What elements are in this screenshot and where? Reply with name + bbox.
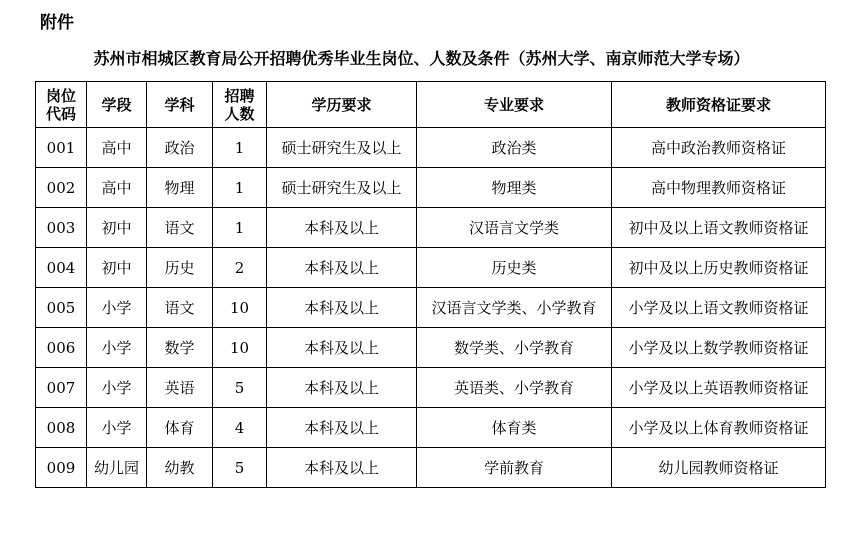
cell-major: 汉语言文学类 [417, 208, 612, 248]
header-stage: 学段 [87, 82, 147, 128]
cell-position-code: 001 [36, 128, 87, 168]
table-row [36, 168, 826, 208]
cell-major: 历史类 [417, 248, 612, 288]
cell-count: 10 [213, 288, 267, 328]
recruitment-table [35, 81, 826, 488]
cell-subject: 语文 [147, 208, 213, 248]
cell-count: 1 [213, 208, 267, 248]
cell-education: 本科及以上 [267, 248, 417, 288]
cell-stage: 小学 [87, 288, 147, 328]
table-row [36, 328, 826, 368]
cell-certificate: 小学及以上数学教师资格证 [612, 328, 826, 368]
cell-subject: 幼教 [147, 448, 213, 488]
cell-stage: 高中 [87, 168, 147, 208]
table-row [36, 408, 826, 448]
annex-label: 附件 [40, 13, 74, 33]
table-header-row [36, 82, 826, 128]
cell-certificate: 小学及以上英语教师资格证 [612, 368, 826, 408]
cell-count: 5 [213, 368, 267, 408]
cell-subject: 历史 [147, 248, 213, 288]
cell-major: 英语类、小学教育 [417, 368, 612, 408]
cell-major: 学前教育 [417, 448, 612, 488]
header-position-code [36, 82, 87, 128]
cell-certificate: 高中政治教师资格证 [612, 128, 826, 168]
cell-education: 硕士研究生及以上 [267, 128, 417, 168]
cell-education: 本科及以上 [267, 208, 417, 248]
cell-position-code: 005 [36, 288, 87, 328]
cell-stage: 小学 [87, 408, 147, 448]
cell-stage: 初中 [87, 248, 147, 288]
table-row [36, 208, 826, 248]
header-subject: 学科 [147, 82, 213, 128]
table-row [36, 248, 826, 288]
cell-stage: 小学 [87, 328, 147, 368]
cell-stage: 初中 [87, 208, 147, 248]
cell-subject: 物理 [147, 168, 213, 208]
document-title: 苏州市相城区教育局公开招聘优秀毕业生岗位、人数及条件（苏州大学、南京师范大学专场） [93, 49, 750, 68]
cell-stage: 小学 [87, 368, 147, 408]
cell-position-code: 007 [36, 368, 87, 408]
cell-count: 1 [213, 168, 267, 208]
header-major: 专业要求 [417, 82, 612, 128]
cell-certificate: 小学及以上语文教师资格证 [612, 288, 826, 328]
cell-position-code: 006 [36, 328, 87, 368]
cell-education: 本科及以上 [267, 288, 417, 328]
cell-position-code: 004 [36, 248, 87, 288]
header-certificate: 教师资格证要求 [612, 82, 826, 128]
cell-count: 5 [213, 448, 267, 488]
cell-position-code: 008 [36, 408, 87, 448]
cell-education: 本科及以上 [267, 408, 417, 448]
cell-subject: 政治 [147, 128, 213, 168]
cell-stage: 高中 [87, 128, 147, 168]
cell-position-code: 003 [36, 208, 87, 248]
cell-certificate: 初中及以上语文教师资格证 [612, 208, 826, 248]
cell-certificate: 初中及以上历史教师资格证 [612, 248, 826, 288]
cell-certificate: 幼儿园教师资格证 [612, 448, 826, 488]
cell-certificate: 小学及以上体育教师资格证 [612, 408, 826, 448]
cell-subject: 英语 [147, 368, 213, 408]
cell-subject: 体育 [147, 408, 213, 448]
header-count-line2: 人数 [224, 104, 255, 123]
cell-stage: 幼儿园 [87, 448, 147, 488]
table-row [36, 448, 826, 488]
cell-education: 本科及以上 [267, 368, 417, 408]
cell-subject: 数学 [147, 328, 213, 368]
header-position-code-line1: 岗位 [45, 86, 76, 105]
table-row [36, 128, 826, 168]
table-row [36, 368, 826, 408]
cell-major: 物理类 [417, 168, 612, 208]
header-position-code-line2: 代码 [45, 104, 76, 123]
table-row [36, 288, 826, 328]
cell-major: 汉语言文学类、小学教育 [417, 288, 612, 328]
cell-certificate: 高中物理教师资格证 [612, 168, 826, 208]
cell-subject: 语文 [147, 288, 213, 328]
cell-major: 数学类、小学教育 [417, 328, 612, 368]
cell-education: 本科及以上 [267, 448, 417, 488]
cell-education: 本科及以上 [267, 328, 417, 368]
cell-count: 2 [213, 248, 267, 288]
cell-count: 10 [213, 328, 267, 368]
header-count [213, 82, 267, 128]
cell-count: 1 [213, 128, 267, 168]
header-count-line1: 招聘 [224, 86, 255, 105]
cell-education: 硕士研究生及以上 [267, 168, 417, 208]
cell-position-code: 009 [36, 448, 87, 488]
cell-major: 体育类 [417, 408, 612, 448]
header-education: 学历要求 [267, 82, 417, 128]
cell-position-code: 002 [36, 168, 87, 208]
cell-count: 4 [213, 408, 267, 448]
cell-major: 政治类 [417, 128, 612, 168]
table-body [36, 128, 826, 488]
